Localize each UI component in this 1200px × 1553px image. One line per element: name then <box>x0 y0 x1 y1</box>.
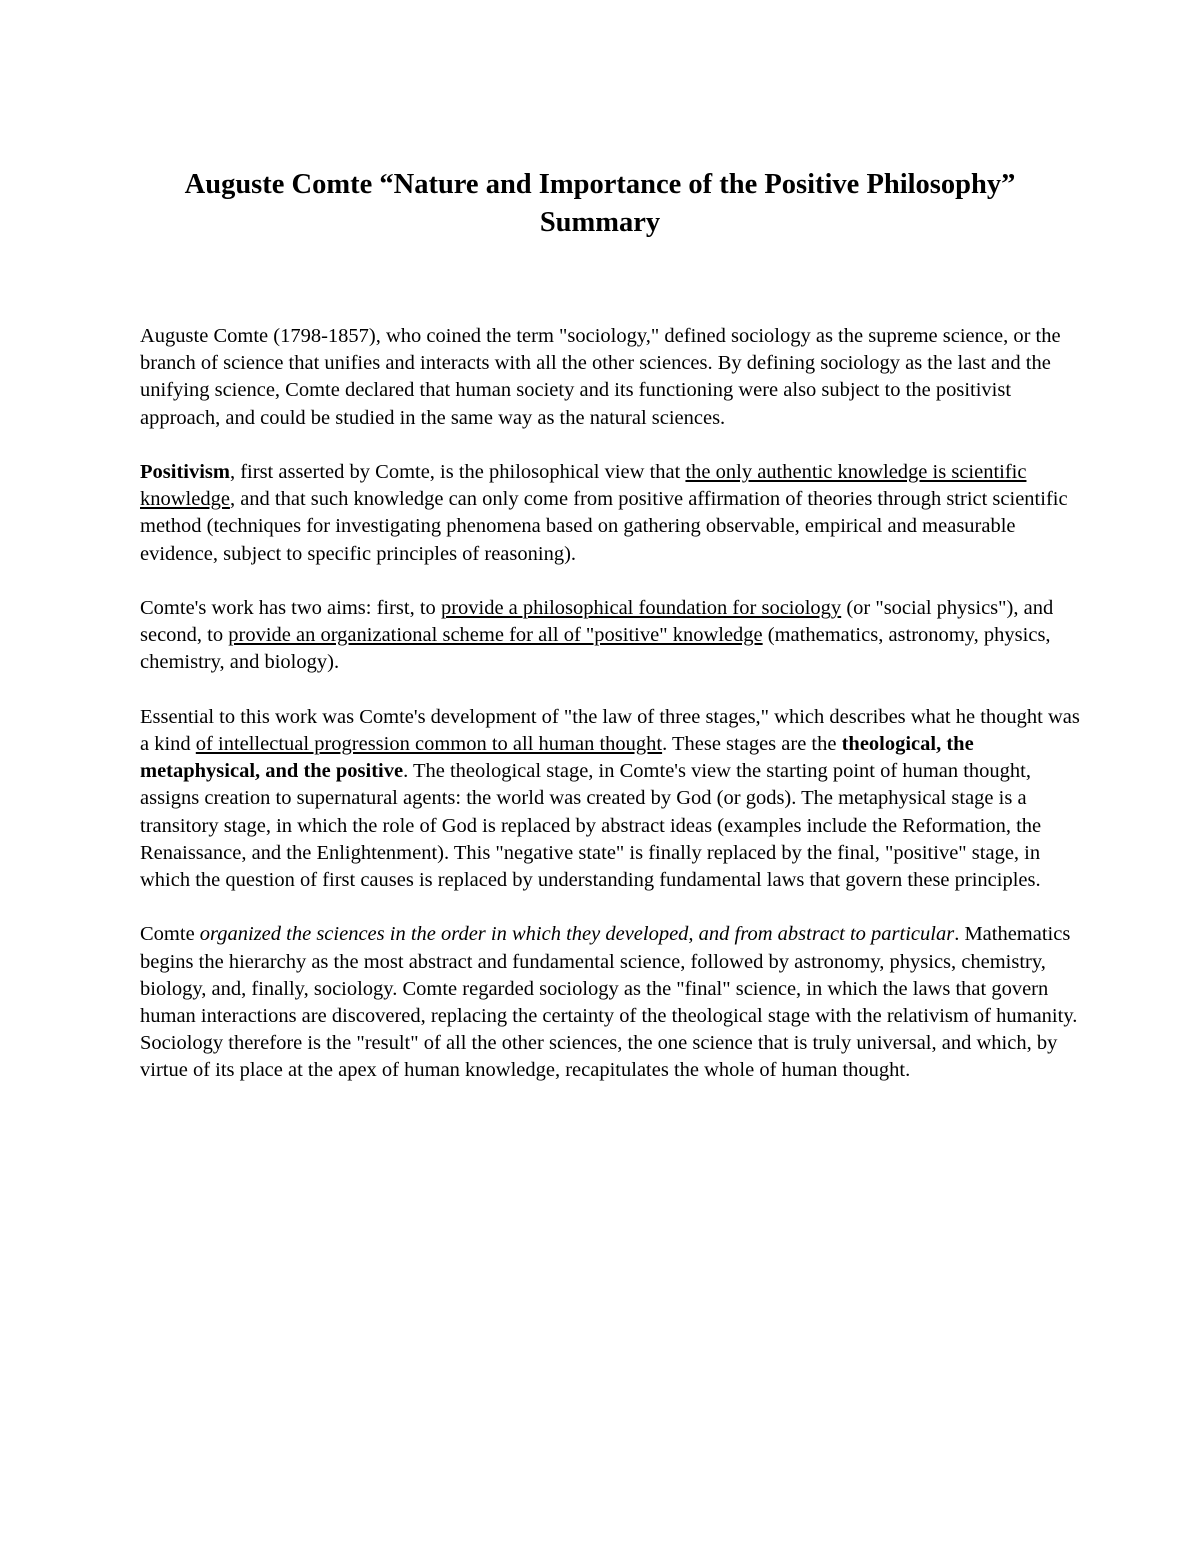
positivism-text-2: , and that such knowledge can only come from positive affirmation of theories through strict scientific method (techniques for investigating phenomena based on gathering observable, empirical and measurable evidence, subject to specific principles of reasoning). <box>140 488 1068 565</box>
title-line-1: Auguste Comte “Nature and Importance of the Positive Philosophy” <box>184 169 1016 200</box>
stages-underlined: of intellectual progression common to all human thought <box>195 733 663 755</box>
paragraph-three-stages <box>140 704 1080 894</box>
paragraph-positivism <box>140 459 1080 568</box>
positivism-term: Positivism <box>140 461 230 483</box>
hierarchy-text-2: . Mathematics begins the hierarchy as the most abstract and fundamental science, followed by astronomy, physics, chemistry, biology, and, finally, sociology. Comte regarded sociology as the "final" science, in which the laws that govern human interactions are discovered, replacing the certainty of the theological stage with the relativism of humanity. Sociology therefore is the "result" of all the other sciences, the one science that is truly universal, and which, by virtue of its place at the apex of human knowledge, recapitulates the whole of human thought. <box>140 923 1078 1082</box>
positivism-text-1: , first asserted by Comte, is the philosophical view that <box>229 461 686 483</box>
stages-text-3: . The theological stage, in Comte's view the starting point of human thought, assigns creation to supernatural agents: the world was created by God (or gods). The metaphysical stage is a transitory stage, in which the role of God is replaced by abstract ideas (examples include the Reformation, the Renaissance, and the Enlightenment). This "negative state" is finally replaced by the final, "positive" stage, in which the question of first causes is replaced by understanding fundamental laws that govern these principles. <box>140 760 1042 892</box>
aims-underlined-2: provide an organizational scheme for all of "positive" knowledge <box>228 624 763 647</box>
aims-underlined-1: provide a philosophical foundation for sociology <box>440 597 842 619</box>
document-title <box>100 166 1100 242</box>
stages-bold: theological, the metaphysical, and the positive <box>140 733 974 783</box>
aims-text-3: (mathematics, astronomy, physics, chemistry, and biology). <box>140 624 1051 674</box>
aims-text-1: Comte's work has two aims: first, to <box>140 597 441 619</box>
stages-text-2: . These stages are the <box>662 733 842 755</box>
paragraph-hierarchy <box>140 921 1080 1084</box>
positivism-underlined-claim: the only authentic knowledge is scientific knowledge <box>140 461 1027 511</box>
aims-text-2: (or "social physics"), and second, to <box>140 597 1054 647</box>
hierarchy-text-1: Comte <box>140 923 200 946</box>
paragraph-intro: Auguste Comte (1798-1857), who coined the term "sociology," defined sociology as the supreme science, or the branch of science that unifies and interacts with all the other sciences. By defining sociology as the last and the unifying science, Comte declared that human society and its functioning were also subject to the positivist approach, and could be studied in the same way as the natural sciences. <box>140 325 1061 429</box>
document-body <box>140 323 1080 1112</box>
title-line-2: Summary <box>539 207 661 238</box>
paragraph-two-aims <box>140 595 1080 677</box>
hierarchy-italic: organized the sciences in the order in which they developed, and from abstract to particular <box>199 923 955 946</box>
stages-text-1: Essential to this work was Comte's development of "the law of three stages," which describes what he thought was a kind <box>140 705 1080 755</box>
